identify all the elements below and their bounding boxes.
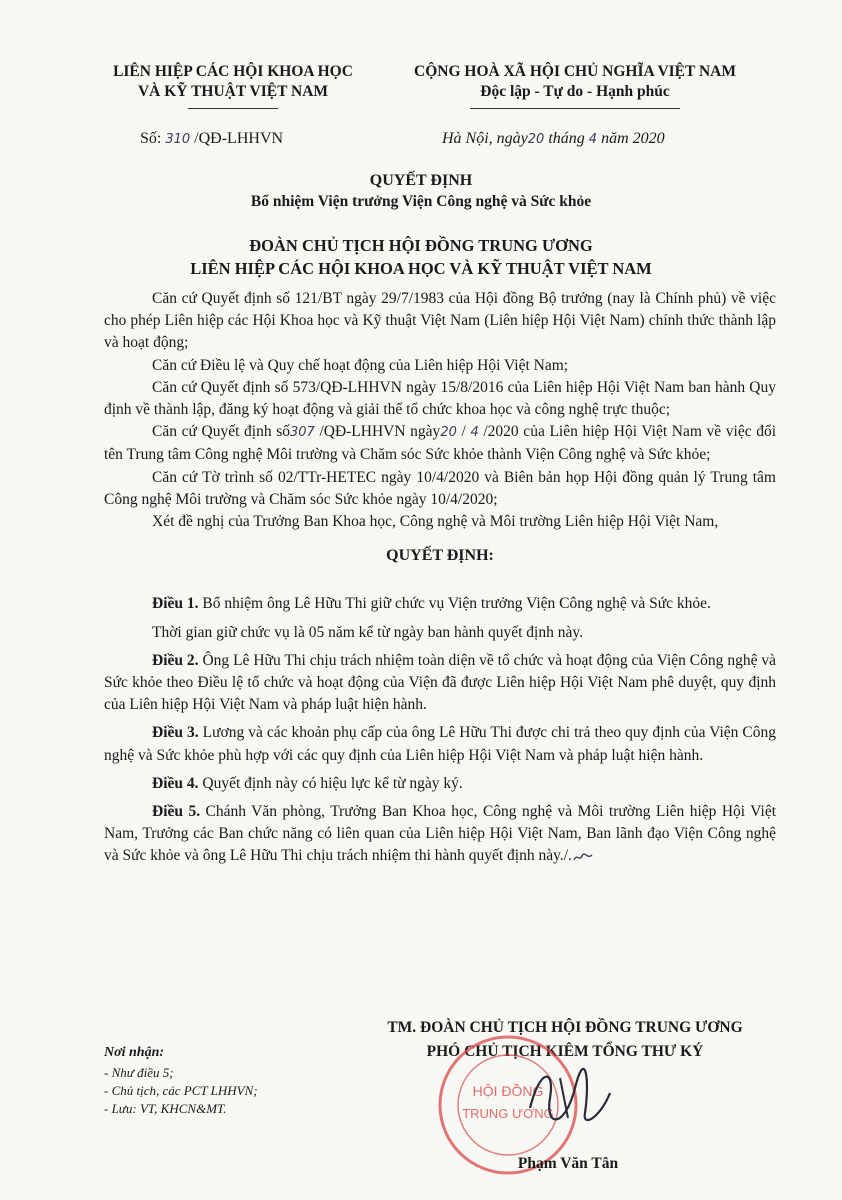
handwritten-signature-icon	[520, 1058, 620, 1138]
signature-line-1: TM. ĐOÀN CHỦ TỊCH HỘI ĐỒNG TRUNG ƯƠNG	[387, 1019, 743, 1036]
recipient-item: - Chủ tịch, các PCT LHHVN;	[104, 1083, 258, 1098]
recipient-item: - Như điều 5;	[104, 1065, 174, 1080]
country-name: CỘNG HOÀ XÃ HỘI CHỦ NGHĨA VIỆT NAM	[414, 63, 736, 80]
initial-mark-icon	[572, 851, 594, 863]
p4-month-handwritten: 4	[470, 425, 479, 441]
article-text: Chánh Văn phòng, Trưởng Ban Khoa học, Công nghệ và Môi trường Liên hiệp Hội Việt Nam, Trưởng các Ban chức năng có liên quan của Liên hiệp Hội Việt Nam, Ban lãnh đạo Viện Công nghệ và Sức khỏe và ông Lê Hữu Thi chịu trách nhiệm thi hành quyết định này./.	[104, 803, 777, 865]
so-suffix: /QĐ-LHHVN	[194, 130, 284, 147]
so-number-handwritten: 310	[165, 132, 191, 147]
article-label: Điều 5.	[152, 803, 201, 821]
p4-text-a: Căn cứ Quyết định số	[152, 423, 290, 441]
article-label: Điều 2.	[152, 651, 199, 669]
article-3	[104, 722, 776, 766]
article-label: Điều 4.	[152, 774, 199, 792]
signer-name: Phạm Văn Tân	[517, 1155, 619, 1172]
authority-line-1: ĐOÀN CHỦ TỊCH HỘI ĐỒNG TRUNG ƯƠNG	[249, 236, 593, 255]
org-line-1: LIÊN HIỆP CÁC HỘI KHOA HỌC	[113, 63, 353, 80]
p4-sep: /	[461, 423, 466, 441]
date-month-handwritten: 4	[588, 132, 598, 147]
month-label: tháng	[548, 130, 585, 147]
recipients-heading: Nơi nhận:	[104, 1045, 165, 1060]
article-5	[104, 801, 776, 868]
org-underline	[188, 108, 278, 109]
date-year: năm 2020	[601, 130, 665, 147]
article-text: Quyết định này có hiệu lực kể từ ngày ký.	[202, 774, 463, 792]
motto-underline	[470, 108, 680, 109]
document-number	[140, 130, 283, 148]
national-motto: Độc lập - Tự do - Hạnh phúc	[480, 83, 670, 100]
recipient-item: - Lưu: VT, KHCN&MT.	[104, 1101, 227, 1116]
issuing-org	[88, 62, 378, 102]
seal-text-1: HỘI ĐỒNG	[472, 1083, 544, 1099]
org-line-2: VÀ KỸ THUẬT VIỆT NAM	[137, 83, 329, 100]
preamble-paragraph: Căn cứ Tờ trình số 02/TTr-HETEC ngày 10/4/2020 và Biên bản họp Hội đồng quản lý Trung tâm Công nghệ Môi trường và Chăm sóc Sức khỏe ngày 10/4/2020;	[104, 468, 776, 508]
p4-number-handwritten: 307	[289, 425, 315, 441]
decision-heading: QUYẾT ĐỊNH:	[386, 547, 494, 565]
document-body	[104, 288, 776, 868]
article-label: Điều 3.	[152, 724, 199, 742]
article-2	[104, 650, 776, 717]
recipients-block	[104, 1044, 258, 1118]
article-1-term: Thời gian giữ chức vụ là 05 năm kể từ ngày ban hành quyết định này.	[152, 623, 583, 641]
so-label: Số:	[140, 130, 162, 147]
p4-text-b: /QĐ-LHHVN ngày	[319, 423, 441, 441]
date-prefix: Hà Nội, ngày	[442, 130, 528, 147]
preamble-paragraph: Căn cứ Điều lệ và Quy chế hoạt động của Liên hiệp Hội Việt Nam;	[152, 356, 569, 374]
article-label: Điều 1.	[152, 595, 199, 613]
article-text: Bổ nhiệm ông Lê Hữu Thi giữ chức vụ Viện trưởng Viện Công nghệ và Sức khỏe.	[202, 595, 711, 613]
p4-text-c: /2020 của Liên hiệp Hội Việt Nam về việc đổi tên Trung tâm Công nghệ Môi trường và Chăm sóc Sức khỏe thành Viện Công nghệ và Sức khỏe;	[104, 423, 777, 464]
article-4	[104, 773, 776, 795]
issue-date	[442, 130, 665, 148]
doc-type-title: QUYẾT ĐỊNH	[369, 172, 473, 189]
article-text: Ông Lê Hữu Thi chịu trách nhiệm toàn diện về tổ chức và hoạt động của Viện Công nghệ và Sức khỏe theo Điều lệ tổ chức và hoạt động của Viện đã được Liên hiệp Hội Việt Nam phê duyệt, quy định của Liên hiệp Hội Việt Nam và pháp luật hiện hành.	[104, 651, 776, 714]
article-1	[104, 593, 776, 615]
doc-subject: Bổ nhiệm Viện trưởng Viện Công nghệ và Sức khỏe	[250, 193, 592, 210]
date-day-handwritten: 20	[527, 132, 545, 147]
seal-text-2: TRUNG ƯƠNG	[462, 1106, 554, 1121]
article-text: Lương và các khoản phụ cấp của ông Lê Hữu Thi được chi trả theo quy định của Viện Công nghệ và Sức khỏe phù hợp với các quy định của Liên hiệp Hội Việt Nam và pháp luật hiện hành.	[104, 724, 776, 764]
national-header	[380, 62, 770, 102]
authority-heading	[0, 234, 842, 280]
authority-line-2: LIÊN HIỆP CÁC HỘI KHOA HỌC VÀ KỸ THUẬT VIỆT NAM	[190, 259, 652, 278]
preamble-paragraph	[104, 421, 776, 466]
preamble-paragraph: Căn cứ Quyết định số 121/BT ngày 29/7/1983 của Hội đồng Bộ trưởng (nay là Chính phủ) về việc cho phép Liên hiệp các Hội Khoa học và Kỹ thuật Việt Nam (Liên hiệp Hội Việt Nam) chính thức thành lập và hoạt động;	[104, 290, 776, 352]
preamble-paragraph: Xét đề nghị của Trưởng Ban Khoa học, Công nghệ và Môi trường Liên hiệp Hội Việt Nam,	[152, 513, 719, 531]
preamble-paragraph: Căn cứ Quyết định số 573/QĐ-LHHVN ngày 15/8/2016 của Liên hiệp Hội Việt Nam ban hành Quy định về thành lập, đăng ký hoạt động và giải thể tổ chức khoa học và công nghệ trực thuộc;	[104, 378, 776, 419]
p4-day-handwritten: 20	[440, 425, 457, 441]
signature-line-2: PHÓ CHỦ TỊCH KIÊM TỔNG THƯ KÝ	[426, 1043, 704, 1060]
